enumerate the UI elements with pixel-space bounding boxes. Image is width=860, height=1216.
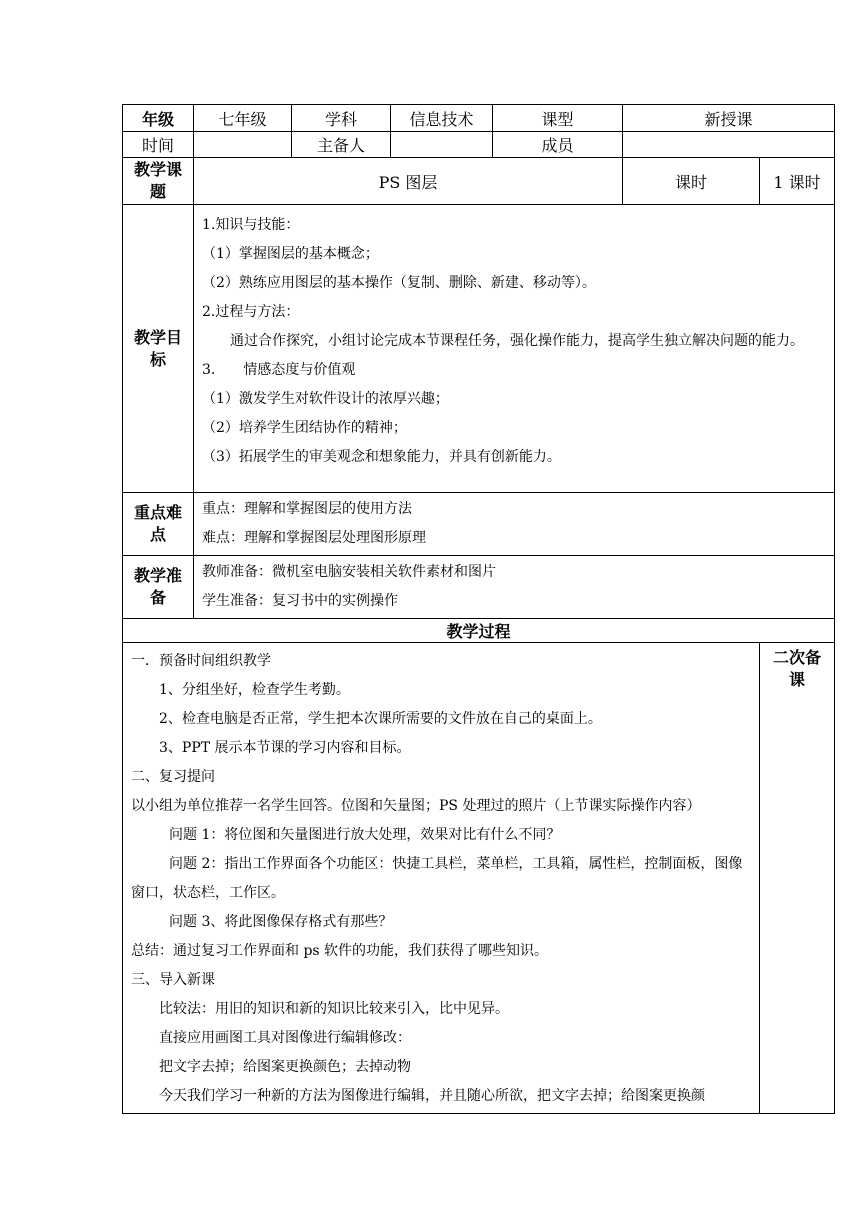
- keypoints-label-line2: 点: [149, 525, 166, 544]
- process-line: 以小组为单位推荐一名学生回答。位图和矢量图；PS 处理过的照片（上节课实际操作内容）: [131, 798, 701, 814]
- process-title: 教学过程: [123, 619, 835, 643]
- topic-label-line2: 题: [149, 182, 166, 201]
- header-row-2: [123, 132, 835, 158]
- topic-label: [123, 158, 194, 205]
- process-line: 比较法：用旧的知识和新的知识比较来引入，比中见异。: [159, 1001, 509, 1017]
- process-line: 三、导入新课: [131, 972, 215, 988]
- keypoints-label-line1: 重点难: [133, 503, 182, 522]
- keypoints-label: [123, 493, 194, 556]
- type-label: 课型: [493, 105, 623, 132]
- second-prep-line2: 课: [789, 670, 806, 689]
- subject-label: 学科: [292, 105, 391, 132]
- process-line: 直接应用画图工具对图像进行编辑修改：: [159, 1030, 411, 1046]
- objectives-label: [123, 205, 194, 493]
- lesson-plan-table: [122, 104, 835, 1114]
- keypoint-line: 重点：理解和掌握图层的使用方法: [202, 501, 412, 517]
- grade-value: 七年级: [194, 105, 292, 132]
- hours-label: 课时: [623, 158, 760, 205]
- preparation-content: [194, 556, 835, 619]
- process-line: 2、检查电脑是否正常，学生把本次课所需要的文件放在自己的桌面上。: [159, 711, 602, 727]
- hours-value: 1 课时: [760, 158, 835, 205]
- process-line: 问题 2：指出工作界面各个功能区：快捷工具栏，菜单栏，工具箱，属性栏，控制面板，图像窗口，状态栏，工作区。: [131, 856, 743, 901]
- objective-line: 通过合作探究，小组讨论完成本节课程任务，强化操作能力，提高学生独立解决问题的能力。: [230, 333, 804, 349]
- second-prep-line1: 二次备: [773, 648, 822, 667]
- time-label: 时间: [123, 132, 194, 158]
- process-line: 今天我们学习一种新的方法为图像进行编辑，并且随心所欲，把文字去掉；给图案更换颜: [159, 1088, 705, 1104]
- members-label: 成员: [493, 132, 623, 158]
- topic-value: PS 图层: [194, 158, 623, 205]
- subject-value: 信息技术: [391, 105, 493, 132]
- preparation-label-line2: 备: [149, 588, 166, 607]
- process-line: 把文字去掉；给图案更换颜色；去掉动物: [159, 1059, 411, 1075]
- objectives-row: [123, 205, 835, 493]
- process-line: 1、分组坐好，检查学生考勤。: [159, 682, 350, 698]
- members-value: [623, 132, 835, 158]
- preparation-line: 学生准备：复习书中的实例操作: [202, 593, 398, 609]
- objective-line: 2.过程与方法：: [202, 304, 300, 320]
- preparer-value: [391, 132, 493, 158]
- preparer-label: 主备人: [292, 132, 391, 158]
- objective-line: （1）掌握图层的基本概念；: [202, 246, 379, 262]
- preparation-label: [123, 556, 194, 619]
- topic-row: [123, 158, 835, 205]
- time-value: [194, 132, 292, 158]
- grade-label: 年级: [123, 105, 194, 132]
- process-line: 二、复习提问: [131, 769, 215, 785]
- type-value: 新授课: [623, 105, 835, 132]
- keypoint-line: 难点：理解和掌握图层处理图形原理: [202, 530, 426, 546]
- process-line: 一．预备时间组织教学: [131, 653, 271, 669]
- process-line: 3、PPT 展示本节课的学习内容和目标。: [159, 740, 411, 756]
- process-title-row: [123, 619, 835, 643]
- objectives-label-line1: 教学目: [133, 327, 182, 347]
- process-content: [123, 643, 760, 1114]
- preparation-line: 教师准备：微机室电脑安装相关软件素材和图片: [202, 564, 496, 580]
- objective-line: （2）熟练应用图层的基本操作（复制、删除、新建、移动等）。: [202, 275, 596, 291]
- second-prep-column: [760, 643, 835, 1114]
- keypoints-content: [194, 493, 835, 556]
- topic-label-line1: 教学课: [133, 160, 182, 179]
- objective-line: 1.知识与技能：: [202, 217, 300, 233]
- process-row: [123, 643, 835, 1114]
- objective-line: （3）拓展学生的审美观念和想象能力，并具有创新能力。: [202, 449, 561, 465]
- preparation-row: [123, 556, 835, 619]
- process-line: 问题 1：将位图和矢量图进行放大处理，效果对比有什么不同？: [169, 827, 561, 843]
- process-line: 问题 3、将此图像保存格式有那些？: [169, 914, 393, 930]
- keypoints-row: [123, 493, 835, 556]
- header-row-1: [123, 105, 835, 132]
- objectives-content: [194, 205, 835, 493]
- objectives-label-line2: 标: [149, 349, 166, 369]
- objective-line: （2）培养学生团结协作的精神；: [202, 420, 407, 436]
- objective-line: （1）激发学生对软件设计的浓厚兴趣；: [202, 391, 449, 407]
- preparation-label-line1: 教学准: [133, 566, 182, 585]
- process-line: 总结：通过复习工作界面和 ps 软件的功能，我们获得了哪些知识。: [131, 943, 549, 959]
- objective-line: 3. 情感态度与价值观: [202, 362, 356, 378]
